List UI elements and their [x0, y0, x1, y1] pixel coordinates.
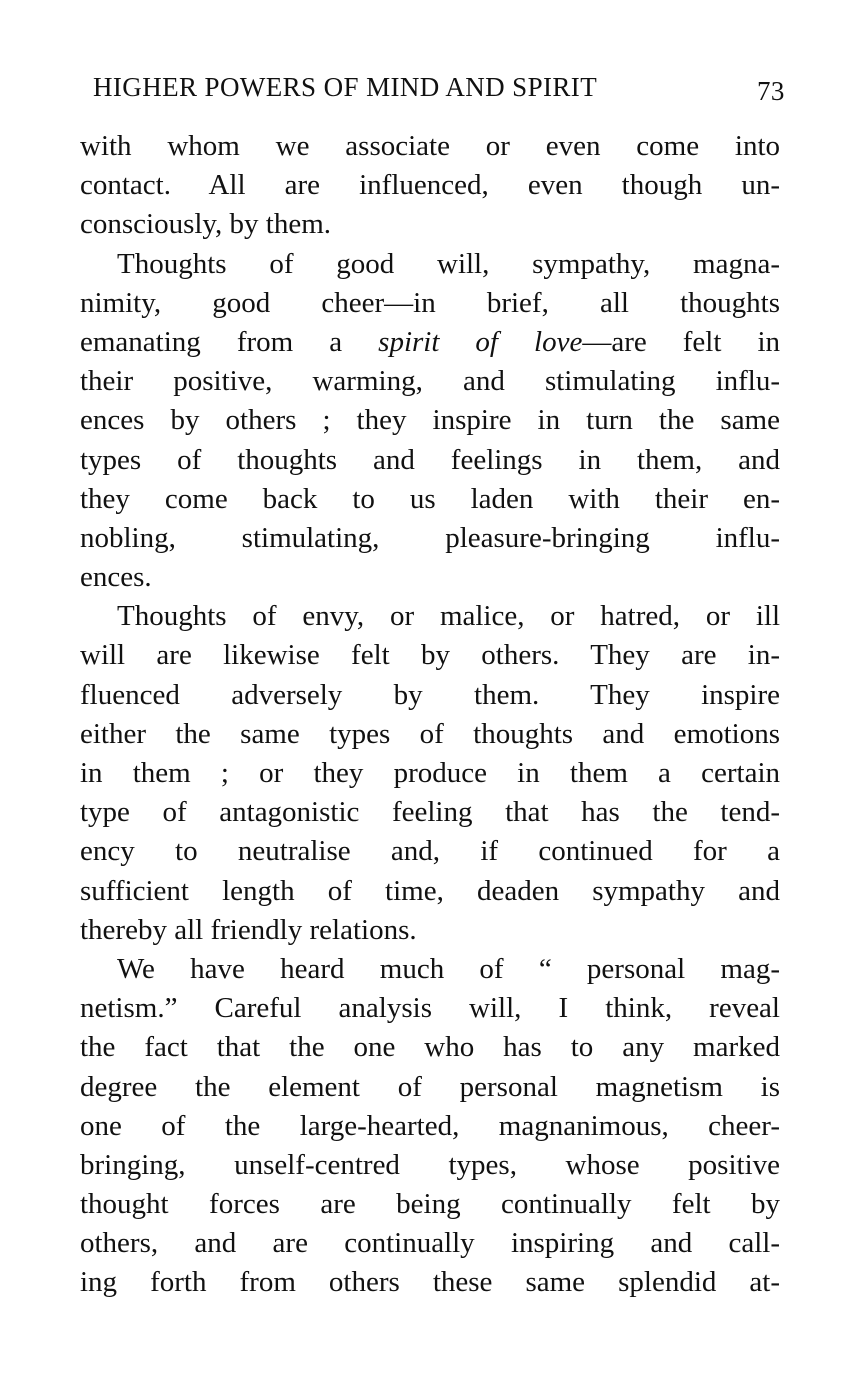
paragraph: [80, 597, 780, 950]
text-line: their positive, warming, and stimulating influ-: [80, 365, 780, 398]
text-line: the fact that the one who has to any marked: [80, 1031, 780, 1064]
text-line: in them ; or they produce in them a certain: [80, 757, 780, 789]
text-fragment: —are felt in: [582, 325, 781, 358]
text-line: nimity, good cheer—in brief, all thoughts: [80, 286, 780, 319]
body-text: [80, 127, 780, 1303]
text-line: types of thoughts and feelings in them, and: [80, 443, 780, 476]
text-line: [80, 323, 780, 362]
text-line: will are likewise felt by others. They are in-: [80, 639, 780, 672]
text-line: We have heard much of “ personal mag-: [117, 952, 780, 985]
text-line: thereby all friendly relations.: [80, 913, 417, 946]
text-line: consciously, by them.: [80, 208, 332, 241]
running-title: HIGHER POWERS OF MIND AND SPIRIT: [93, 72, 598, 102]
text-line: ing forth from others these same splendid at-: [80, 1266, 780, 1299]
text-line: Thoughts of envy, or malice, or hatred, or ill: [117, 600, 780, 633]
text-line: sufficient length of time, deaden sympathy and: [80, 874, 780, 907]
paragraph: [80, 245, 780, 598]
italic-phrase: spirit of love: [378, 325, 583, 358]
text-fragment: emanating from a: [80, 325, 343, 358]
text-line: ency to neutralise and, if continued for a: [80, 835, 780, 868]
text-line: nobling, stimulating, pleasure-bringing influ-: [80, 521, 780, 554]
text-line: others, and are continually inspiring and call-: [80, 1227, 780, 1260]
text-line: fluenced adversely by them. They inspire: [80, 678, 780, 711]
text-line: with whom we associate or even come into: [80, 130, 780, 162]
text-line: ences by others ; they inspire in turn the same: [80, 404, 780, 437]
page-number: 73: [757, 76, 785, 106]
text-line: degree the element of personal magnetism is: [80, 1070, 780, 1103]
text-line: one of the large-hearted, magnanimous, cheer-: [80, 1109, 780, 1142]
text-line: thought forces are being continually felt by: [80, 1188, 780, 1221]
text-line: either the same types of thoughts and emotions: [80, 717, 780, 750]
text-line: bringing, unself-centred types, whose positive: [80, 1148, 780, 1181]
text-line: they come back to us laden with their en-: [80, 482, 780, 515]
paragraph: [80, 127, 780, 245]
running-head: [93, 72, 793, 112]
text-line: netism.” Careful analysis will, I think, reveal: [80, 992, 780, 1025]
paragraph: [80, 950, 780, 1303]
text-line: type of antagonistic feeling that has the tend-: [80, 796, 780, 829]
text-line: ences.: [80, 561, 152, 594]
text-line: contact. All are influenced, even though un-: [80, 169, 780, 202]
text-line: Thoughts of good will, sympathy, magna-: [117, 247, 780, 280]
